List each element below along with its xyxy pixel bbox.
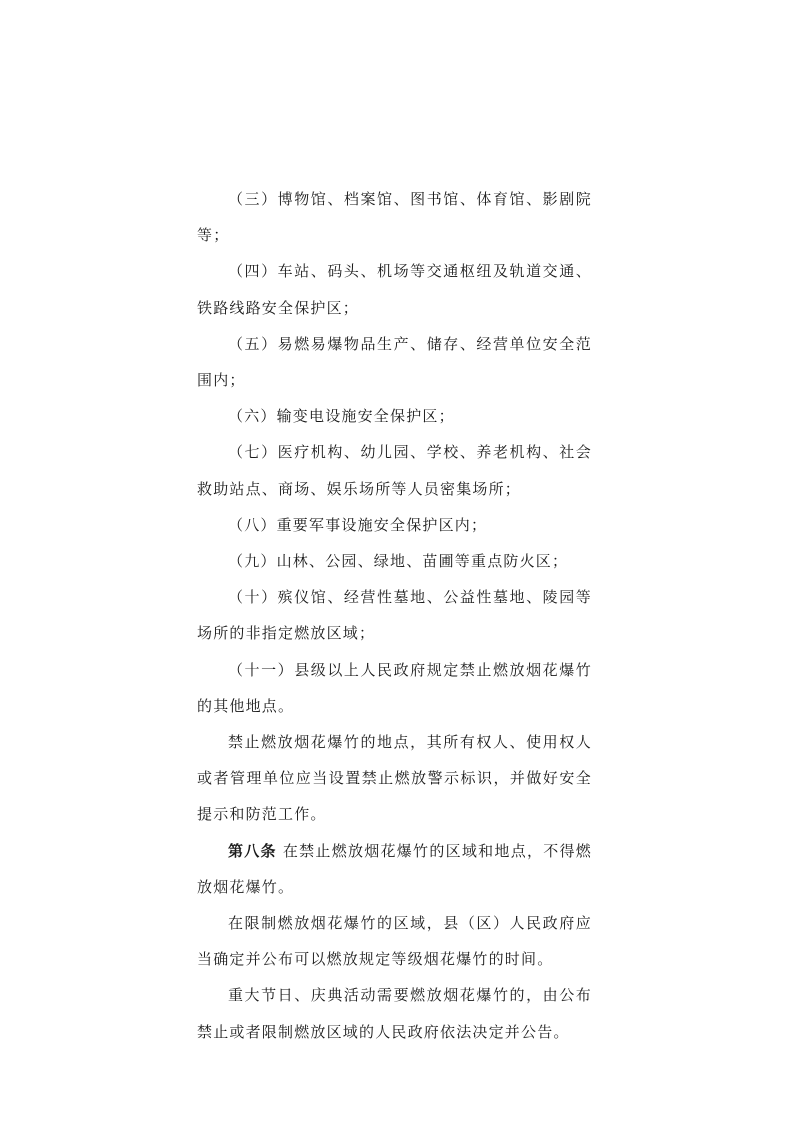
paragraph-item-8: （八）重要军事设施安全保护区内； xyxy=(228,515,488,534)
paragraph-item-9: （九）山林、公园、绿地、苗圃等重点防火区； xyxy=(228,552,569,571)
article-number: 第八条 xyxy=(228,841,277,860)
paragraph-item-3: （三）博物馆、档案馆、图书馆、体育馆、影剧院等； xyxy=(197,190,592,245)
paragraph-item-5: （五）易燃易爆物品生产、储存、经营单位安全范围内； xyxy=(197,334,592,390)
paragraph-item-11: （十一）县级以上人民政府规定禁止燃放烟花爆竹的其他地点。 xyxy=(197,660,592,715)
article-8-paragraph: 第八条 在禁止燃放烟花爆竹的区域和地点，不得燃放烟花爆竹。 xyxy=(197,841,592,896)
paragraph-item-10: （十）殡仪馆、经营性墓地、公益性墓地、陵园等场所的非指定燃放区域； xyxy=(197,588,592,643)
body-text xyxy=(197,181,592,1050)
paragraph-item-4: （四）车站、码头、机场等交通枢纽及轨道交通、铁路线路安全保护区； xyxy=(197,262,592,317)
paragraph-item-7: （七）医疗机构、幼儿园、学校、养老机构、社会救助站点、商场、娱乐场所等人员密集场所； xyxy=(197,443,592,498)
paragraph-restricted-area: 在限制燃放烟花爆竹的区域，县（区）人民政府应当确定并公布可以燃放规定等级烟花爆竹的时间。 xyxy=(197,914,592,969)
paragraph-item-6: （六）输变电设施安全保护区； xyxy=(228,407,455,426)
paragraph-warning-signs: 禁止燃放烟花爆竹的地点，其所有权人、使用权人或者管理单位应当设置禁止燃放警示标识，并做好安全提示和防范工作。 xyxy=(197,733,592,824)
paragraph-festival: 重大节日、庆典活动需要燃放烟花爆竹的，由公布禁止或者限制燃放区域的人民政府依法决定并公告。 xyxy=(197,986,592,1041)
